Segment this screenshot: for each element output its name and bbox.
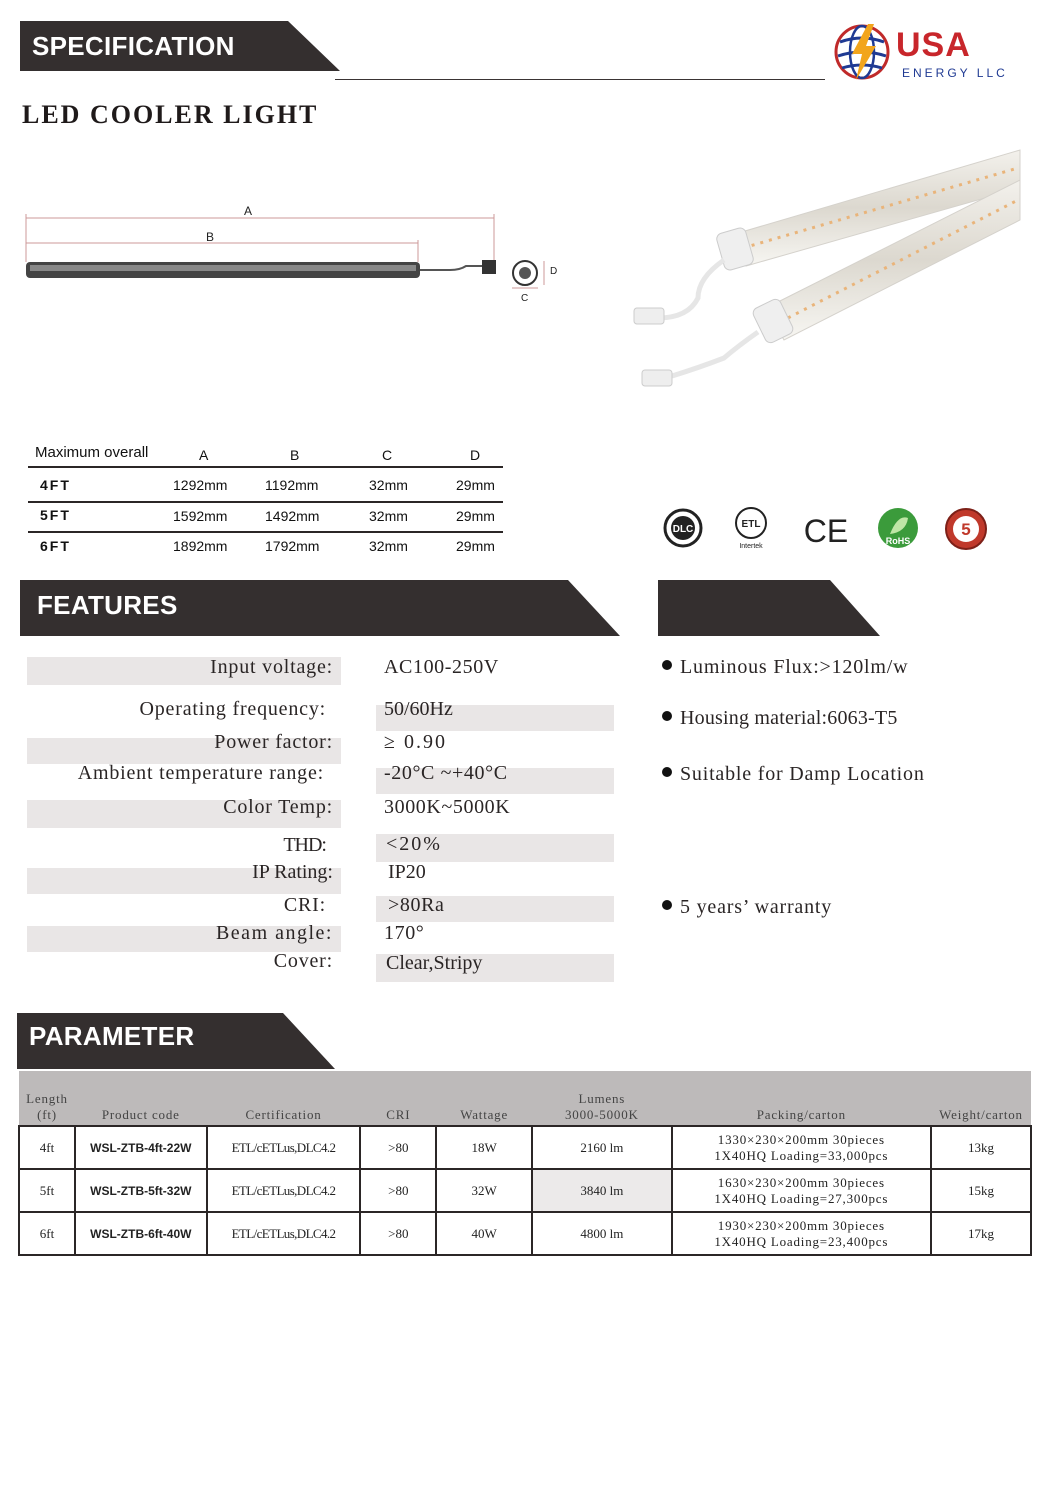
product-title: LED COOLER LIGHT bbox=[22, 100, 319, 129]
header-length bbox=[19, 1071, 75, 1126]
packing-line: 1330×230×200mm 30pieces bbox=[717, 1131, 885, 1147]
cell-product-code: WSL-ZTB-4ft-22W bbox=[75, 1126, 207, 1169]
size-cell: 1592mm bbox=[173, 508, 228, 524]
cell-length: 4ft bbox=[19, 1126, 75, 1169]
packing-line: 1X40HQ Loading=23,400pcs bbox=[714, 1233, 889, 1249]
header-lumens bbox=[532, 1071, 672, 1126]
features-side-banner bbox=[658, 580, 880, 636]
cell-cri: >80 bbox=[360, 1212, 436, 1255]
table-row bbox=[19, 1169, 1031, 1212]
feature-value-color-temp: 3000K~5000K bbox=[384, 796, 511, 818]
feature-label-thd: THD: bbox=[283, 834, 326, 856]
logo-sub-text: ENERGY LLC bbox=[902, 66, 1008, 80]
cell-cri: >80 bbox=[360, 1169, 436, 1212]
size-row-rule bbox=[28, 466, 503, 468]
cell-length: 6ft bbox=[19, 1212, 75, 1255]
table-row bbox=[19, 1126, 1031, 1169]
specification-title: SPECIFICATION bbox=[32, 31, 235, 61]
etl-cert-icon bbox=[731, 505, 771, 551]
size-cell: 32mm bbox=[369, 477, 408, 493]
size-cell: 32mm bbox=[369, 538, 408, 554]
size-header-label: Maximum overall bbox=[35, 444, 149, 461]
feature-value-cover: Clear,Stripy bbox=[386, 952, 483, 974]
size-cell: 1492mm bbox=[265, 508, 320, 524]
size-cell: 32mm bbox=[369, 508, 408, 524]
header-rule bbox=[335, 79, 825, 80]
header-packing: Packing/carton bbox=[672, 1071, 931, 1126]
size-row-rule bbox=[28, 531, 503, 533]
svg-text:Intertek: Intertek bbox=[739, 543, 763, 550]
packing-line: 1X40HQ Loading=27,300pcs bbox=[714, 1190, 889, 1206]
cell-length: 5ft bbox=[19, 1169, 75, 1212]
size-row-rule bbox=[28, 501, 503, 503]
ce-cert-icon bbox=[803, 512, 849, 548]
size-cell: 1292mm bbox=[173, 477, 228, 493]
feature-label-input-voltage: Input voltage: bbox=[210, 656, 333, 678]
company-logo bbox=[832, 20, 1012, 84]
size-cell: 4FT bbox=[40, 477, 71, 493]
feature-value-frequency: 50/60Hz bbox=[384, 698, 453, 720]
dim-label-d: D bbox=[550, 266, 558, 277]
table-header-row bbox=[19, 1071, 1031, 1126]
feature-label-cover: Cover: bbox=[273, 950, 333, 972]
header-certification: Certification bbox=[207, 1071, 361, 1126]
bullet-text: Suitable for Damp Location bbox=[680, 763, 925, 785]
packing-line: 1630×230×200mm 30pieces bbox=[717, 1174, 885, 1190]
size-header-d: D bbox=[470, 447, 481, 463]
parameter-table bbox=[18, 1071, 1032, 1256]
cell-weight: 15kg bbox=[931, 1169, 1031, 1212]
cell-cri: >80 bbox=[360, 1126, 436, 1169]
feature-value-cri: >80Ra bbox=[388, 894, 445, 916]
specification-banner bbox=[20, 21, 340, 73]
feature-label-power-factor: Power factor: bbox=[214, 731, 333, 753]
bullet-damp-location bbox=[662, 763, 925, 786]
logo-main-text: USA bbox=[896, 26, 971, 64]
dim-label-a: A bbox=[244, 204, 253, 218]
feature-label-ip-rating: IP Rating: bbox=[252, 861, 333, 883]
size-cell: 1192mm bbox=[265, 477, 319, 493]
globe-bolt-icon bbox=[832, 20, 896, 84]
cell-weight: 13kg bbox=[931, 1126, 1031, 1169]
size-header-b: B bbox=[290, 447, 300, 463]
packing-line: 1930×230×200mm 30pieces bbox=[717, 1217, 885, 1233]
size-cell: 1892mm bbox=[173, 538, 228, 554]
cell-certification: ETL/cETLus,DLC4.2 bbox=[207, 1126, 361, 1169]
bullet-dot-icon bbox=[662, 660, 672, 670]
size-cell: 5FT bbox=[40, 507, 71, 523]
cell-product-code: WSL-ZTB-6ft-40W bbox=[75, 1212, 207, 1255]
feature-value-input-voltage: AC100-250V bbox=[384, 656, 499, 678]
cell-lumens: 2160 lm bbox=[532, 1126, 672, 1169]
cell-wattage: 40W bbox=[436, 1212, 532, 1255]
parameter-banner bbox=[17, 1013, 335, 1069]
dim-label-c: C bbox=[521, 293, 529, 304]
bullet-text: 5 years’ warranty bbox=[680, 896, 833, 918]
feature-label-beam-angle: Beam angle: bbox=[215, 922, 333, 944]
features-title: FEATURES bbox=[37, 590, 178, 620]
feature-label-frequency: Operating frequency: bbox=[139, 698, 326, 720]
bullet-text: Luminous Flux:>120lm/w bbox=[680, 656, 909, 678]
bullet-housing-material bbox=[662, 707, 898, 730]
packing-line: 1X40HQ Loading=33,000pcs bbox=[714, 1147, 889, 1163]
header-wattage: Wattage bbox=[436, 1071, 532, 1126]
size-header-c: C bbox=[382, 447, 393, 463]
header-product-code: Product code bbox=[75, 1071, 207, 1126]
header-weight: Weight/carton bbox=[931, 1071, 1031, 1126]
header-length-text: Length bbox=[26, 1091, 68, 1106]
size-cell: 29mm bbox=[456, 508, 495, 524]
svg-text:DLC: DLC bbox=[672, 524, 694, 535]
rohs-cert-icon bbox=[876, 506, 920, 550]
feature-label-color-temp: Color Temp: bbox=[223, 796, 333, 818]
svg-text:RoHS: RoHS bbox=[885, 536, 911, 546]
feature-value-beam-angle: 170° bbox=[384, 922, 425, 944]
header-lumens-text: Lumens bbox=[578, 1091, 626, 1106]
bullet-luminous-flux bbox=[662, 656, 908, 679]
size-cell: 29mm bbox=[456, 538, 495, 554]
header-length-unit: (ft) bbox=[37, 1107, 57, 1122]
features-banner bbox=[20, 580, 620, 636]
dim-label-b: B bbox=[206, 230, 215, 244]
feature-label-cri: CRI: bbox=[283, 894, 326, 916]
five-year-warranty-icon bbox=[944, 507, 988, 551]
size-cell: 1792mm bbox=[265, 538, 320, 554]
size-cell: 29mm bbox=[456, 477, 495, 493]
cell-lumens: 4800 lm bbox=[532, 1212, 672, 1255]
cell-certification: ETL/cETLus,DLC4.2 bbox=[207, 1212, 361, 1255]
feature-value-ip-rating: IP20 bbox=[388, 861, 426, 883]
feature-value-power-factor: ≥ 0.90 bbox=[384, 731, 447, 753]
cell-packing bbox=[672, 1169, 931, 1212]
svg-text:CE: CE bbox=[803, 513, 849, 548]
bullet-dot-icon bbox=[662, 767, 672, 777]
cell-lumens: 3840 lm bbox=[532, 1169, 672, 1212]
product-photo bbox=[628, 148, 1028, 418]
svg-text:ETL: ETL bbox=[741, 519, 761, 530]
feature-value-ambient-temp: -20°C ~+40°C bbox=[384, 762, 508, 784]
cell-weight: 17kg bbox=[931, 1212, 1031, 1255]
size-header-a: A bbox=[199, 447, 209, 463]
size-cell: 6FT bbox=[40, 538, 71, 554]
header-cri: CRI bbox=[360, 1071, 436, 1126]
dlc-cert-icon bbox=[663, 508, 703, 548]
cell-certification: ETL/cETLus,DLC4.2 bbox=[207, 1169, 361, 1212]
parameter-title: PARAMETER bbox=[29, 1021, 195, 1051]
cell-packing bbox=[672, 1212, 931, 1255]
cell-product-code: WSL-ZTB-5ft-32W bbox=[75, 1169, 207, 1212]
dimension-drawing bbox=[20, 200, 580, 310]
feature-label-ambient-temp: Ambient temperature range: bbox=[77, 762, 324, 784]
bullet-dot-icon bbox=[662, 900, 672, 910]
bullet-warranty bbox=[662, 896, 832, 919]
feature-value-thd: <20% bbox=[386, 833, 442, 855]
cell-packing bbox=[672, 1126, 931, 1169]
cell-wattage: 18W bbox=[436, 1126, 532, 1169]
svg-text:5: 5 bbox=[961, 520, 971, 539]
header-lumens-range: 3000-5000K bbox=[564, 1107, 639, 1122]
table-row bbox=[19, 1212, 1031, 1255]
bullet-text: Housing material:6063-T5 bbox=[680, 707, 898, 729]
cell-wattage: 32W bbox=[436, 1169, 532, 1212]
bullet-dot-icon bbox=[662, 711, 672, 721]
